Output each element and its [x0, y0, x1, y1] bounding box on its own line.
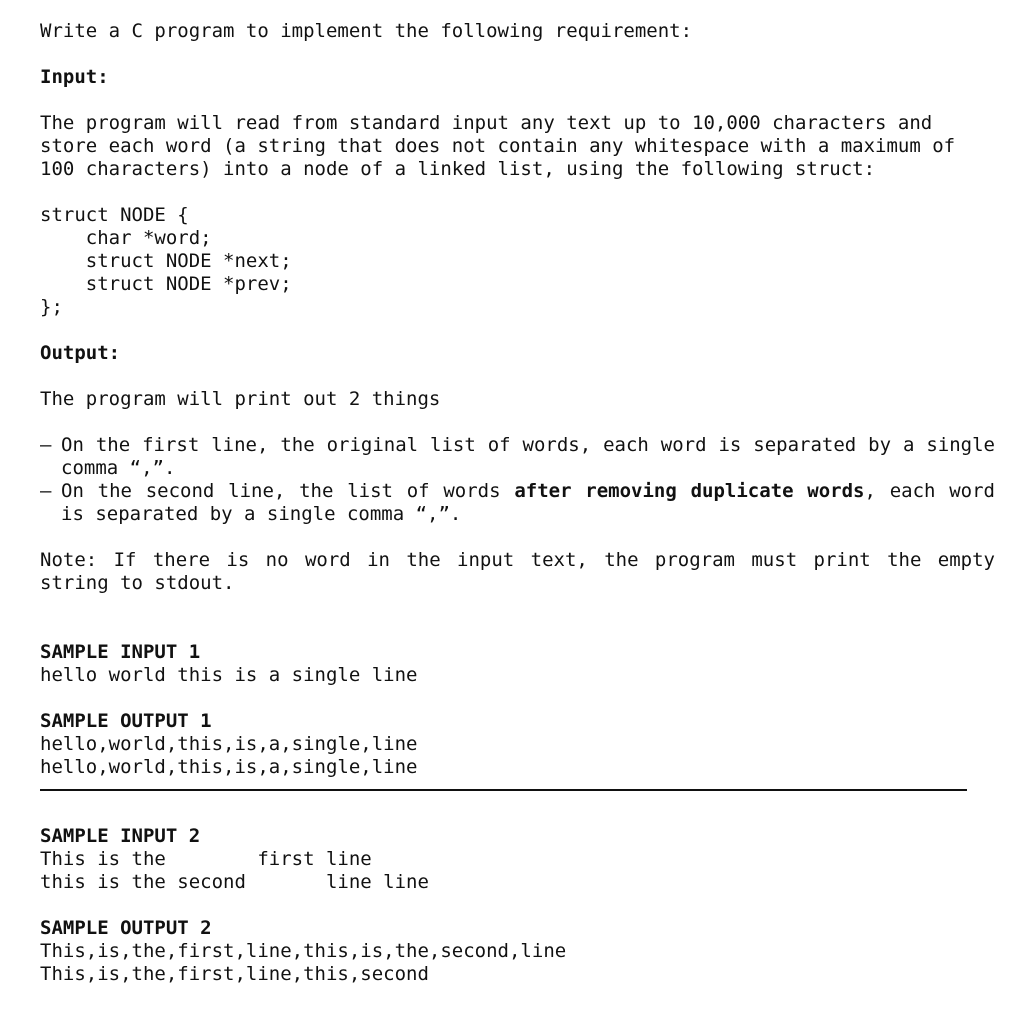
sample-output-1-heading: SAMPLE OUTPUT 1: [40, 710, 212, 732]
sample-output-2-line: This,is,the,first,line,this,second: [40, 963, 429, 985]
sample-output-1-line: hello,world,this,is,a,single,line: [40, 733, 418, 755]
bullet-bold-text: after removing duplicate words: [514, 480, 865, 502]
output-lead-text: The program will print out 2 things: [40, 388, 441, 410]
bullet-dash: –: [40, 434, 52, 456]
sample-input-2-line: this is the second line line: [40, 871, 429, 893]
sample-input-1-line: hello world this is a single line: [40, 664, 418, 686]
code-line: struct NODE {: [40, 204, 189, 226]
input-description-line: The program will read from standard input any text up to 10,000 characters and: [40, 112, 933, 134]
sample-input-2-line: This is the first line: [40, 848, 372, 870]
bullet-item: [40, 480, 995, 526]
struct-code-block: [40, 204, 995, 319]
bullet-text: On the second line, the list of words: [61, 480, 515, 502]
input-description-line: store each word (a string that does not contain any whitespace with a maximum of: [40, 135, 956, 157]
input-description-line: 100 characters) into a node of a linked list, using the following struct:: [40, 158, 876, 180]
sample-output-2-line: This,is,the,first,line,this,is,the,second,line: [40, 940, 567, 962]
code-line: };: [40, 296, 63, 318]
sample-output-1-line: hello,world,this,is,a,single,line: [40, 756, 418, 778]
intro-text: Write a C program to implement the following requirement:: [40, 20, 693, 42]
output-heading: Output:: [40, 342, 121, 364]
sample-input-2-heading: SAMPLE INPUT 2: [40, 825, 201, 847]
bullet-text: , each word is separated by a single comma “,”.: [61, 480, 995, 525]
problem-statement: [40, 20, 995, 986]
code-line: struct NODE *prev;: [40, 273, 292, 295]
bullet-dash: –: [40, 480, 52, 502]
note-text: Note: If there is no word in the input text, the program must print the empty string to stdout.: [40, 549, 995, 594]
code-line: struct NODE *next;: [40, 250, 292, 272]
sample-input-1-heading: SAMPLE INPUT 1: [40, 641, 201, 663]
code-line: char *word;: [40, 227, 212, 249]
sample-output-2-heading: SAMPLE OUTPUT 2: [40, 917, 212, 939]
input-heading: Input:: [40, 66, 109, 88]
bullet-text: On the first line, the original list of words, each word is separated by a single comma “,”.: [61, 434, 995, 479]
bullet-item: [40, 434, 995, 480]
